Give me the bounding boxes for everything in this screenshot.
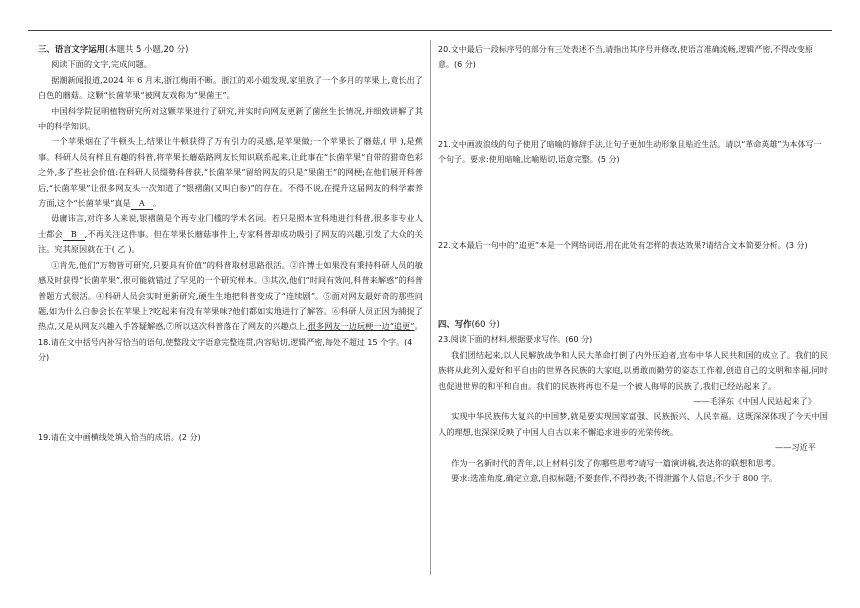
paragraph-1: 据潮新闻报道,2024 年 6 月末,浙江梅雨不断。浙江的邓小姐发现,家里放了一个多月的苹果上,竟长出了白色的蘑菇。这颗“长菌苹果”被网友戏称为“果菌王”。 bbox=[38, 74, 423, 101]
paragraph-4 bbox=[38, 211, 423, 257]
section4-title: 四、写作 bbox=[438, 319, 472, 330]
answer-space-20 bbox=[438, 73, 828, 137]
question-22: 22.文本最后一句中的“追更”本是一个网络词语,用在此处有怎样的表达效果?请结合文本简要分析。(3 分) bbox=[438, 240, 808, 250]
question-21: 21.文中画波浪线的句子使用了暗喻的修辞手法,让句子更加生动形象且贴近生活。请以“革命英雄”为本体写一个句子。要求:使用暗喻,比喻贴切,语意完整。(5 分) bbox=[438, 139, 822, 165]
wavy-underlined-sentence: 很多网友一边玩梗一边“追更” bbox=[307, 321, 415, 332]
paragraph-3-end: 。 bbox=[152, 198, 162, 209]
answer-space-22 bbox=[438, 253, 828, 317]
top-rule bbox=[28, 30, 832, 31]
writing-requirements: 要求:选准角度,确定立意,自拟标题;不要套作,不得抄袭;不得泄露个人信息;不少于 800 字。 bbox=[451, 473, 778, 484]
quote-xi: 实现中华民族伟大复兴的中国梦,就是要实现国家富强、民族振兴、人民幸福。这既深深体现了今天中国人的理想,也深深反映了中国人自古以来不懈追求进步的光荣传统。 bbox=[438, 411, 828, 437]
quote-mao: 我们团结起来,以人民解放战争和人民大革命打倒了内外压迫者,宣布中华人民共和国的成立了。我们的民族将从此列入爱好和平自由的世界各民族的大家庭,以勇敢而勤劳的姿态工作着,创造自己的文明和幸福,同时也促进世界的和平和自由。我们的民族将再也不是一个被人侮辱的民族了,我们已经站起来了。 bbox=[438, 349, 828, 391]
question-20: 20.文中最后一段标序号的部分有三处表述不当,请指出其序号并修改,使语言准确流畅,逻辑严密,不得改变原意。(6 分) bbox=[438, 45, 813, 70]
blank-a: A bbox=[131, 197, 153, 210]
question-23: 23.阅读下面的材料,根据要求写作。(60 分) bbox=[438, 335, 593, 345]
writing-task: 作为一名新时代的青年,以上材料引发了你哪些思考?请写一篇演讲稿,表达你的联想和思考。 bbox=[451, 457, 781, 468]
question-19: 19.请在文中画横线处填入恰当的成语。(2 分) bbox=[38, 432, 201, 442]
paragraph-2: 中国科学院昆明植物研究所对这颗苹果进行了研究,并实时向网友更新了菌丝生长情况,并细致讲解了其中的科学知识。 bbox=[38, 105, 423, 132]
section4-note: (60 分) bbox=[471, 319, 500, 330]
section4-heading bbox=[438, 317, 828, 332]
answer-space-18 bbox=[38, 366, 423, 430]
paragraph-4-text: 毋庸讳言,对许多人来说,银褶菌是个再专业门槛的学术名词。若只是照本宣科地进行科普,很多非专业人士都会 bbox=[38, 213, 423, 239]
section3-title: 三、语言文字运用 bbox=[38, 44, 105, 54]
right-column bbox=[438, 42, 828, 487]
blank-b: B bbox=[63, 228, 85, 241]
section3-note: (本题共 5 小题,20 分) bbox=[105, 44, 189, 54]
paragraph-5-end: 。 bbox=[414, 321, 423, 332]
paragraph-5-text: ①肯先,他们“万物皆可研究,只要具有价值”的科普取材思路很活。②许博士如果没有秉持科研人员的敏感及时获得“长菌苹果”,很可能就错过了罕见的一个研究样本。③其次,他们“时间有效问,科普来解惑”的科普普题方式很活。④科研人员会实时更新研究,硬生生地把科普变成了“连续剧”。⑤面对网友最好奇的那些问题,如为什么白参会长在苹果上?吃起来有没有苹果味?他们都如实地进行了解答。⑥科研人员正因为捕捉了热点,又是从网友兴趣入手答疑解惑,⑦所以这次科普落在了网友的兴趣点上, bbox=[38, 259, 423, 332]
paragraph-3 bbox=[38, 134, 423, 211]
paragraph-4-text-2: ,不再关注这件事。但在苹果长蘑菇事件上,专家科普却成功吸引了网友的兴趣,引发了大众的关注。究其原因就在于( 乙 )。 bbox=[38, 228, 423, 255]
column-divider bbox=[430, 40, 431, 575]
left-column bbox=[38, 42, 423, 445]
question-18: 18.请在文中括号内补写恰当的语句,使整段文字语意完整连贯,内容贴切,逻辑严密,每处不超过 15 个字。(4 分) bbox=[38, 337, 413, 363]
attribution-xi: ——习近平 bbox=[775, 442, 816, 453]
attribution-mao: ——毛泽东《中国人民站起来了》 bbox=[693, 396, 816, 407]
answer-space-21 bbox=[438, 168, 828, 238]
section3-heading bbox=[38, 42, 423, 57]
material-quotes bbox=[438, 348, 828, 456]
paragraph-5 bbox=[38, 258, 423, 335]
instruction: 阅读下面的文字,完成问题。 bbox=[51, 59, 152, 70]
paragraph-3-text: 一个苹果烟在了牛顿头上,结果让牛顿获得了万有引力的灵感,是苹果做;一个苹果长了蘑菇,( 甲 ),是蕉事。科研人员有样且有趣的科普,将苹果长蘑菇路网友长知识联系起来,让此事在“长菌苹果”自带的猎奇色彩之外,多了些社会价值:在科研人员缀勢科普获,“长菌苹果”留给网友的只是“果菌王”的网梗;在他们展开科普后,“长菌苹果”让很多网友头一次知道了“银褶菌(又叫白参)”的存在。不得不说,在提升这届网友的科学素养方面,这个“长菌苹果”真是 bbox=[38, 136, 423, 209]
